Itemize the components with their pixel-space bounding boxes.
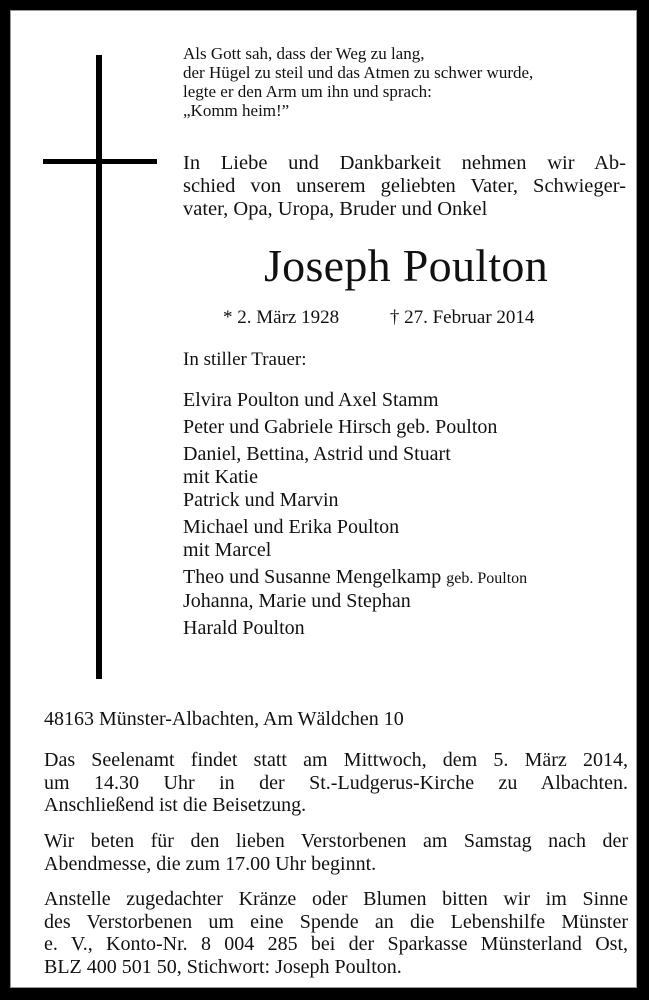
paragraph-line: Wir beten für den lieben Verstorbenen am Samstag nach der: [44, 830, 628, 852]
mourners-list: [183, 389, 527, 644]
paragraph-line: Anschließend ist die Beisetzung.: [44, 794, 307, 816]
intro-line: schied von unserem geliebten Vater, Schwieger-: [183, 175, 626, 197]
paragraph-line: e. V., Konto-Nr. 8 004 285 bei der Sparkasse Münsterland Ost,: [44, 933, 628, 955]
mourner-group: [183, 416, 527, 439]
intro-line: In Liebe und Dankbarkeit nehmen wir Ab-: [183, 152, 626, 174]
family-address: 48163 Münster-Albachten, Am Wäldchen 10: [44, 708, 404, 730]
mourner-line: Patrick und Marvin: [183, 489, 339, 511]
obituary-notice: [10, 10, 637, 988]
mourner-line: Daniel, Bettina, Astrid und Stuart: [183, 443, 451, 465]
mourner-line: Harald Poulton: [183, 617, 305, 639]
mourner-line: Peter und Gabriele Hirsch geb. Poulton: [183, 416, 498, 438]
mourner-group: [183, 516, 527, 562]
intro-line: vater, Opa, Uropa, Bruder und Onkel: [183, 198, 488, 220]
death-date: † 27. Februar 2014: [389, 307, 535, 328]
mourner-line: mit Katie: [183, 466, 258, 488]
cross-vertical-beam: [96, 55, 102, 679]
cross-horizontal-beam: [43, 159, 157, 164]
poem-line: der Hügel zu steil und das Atmen zu schwer wurde,: [183, 63, 534, 82]
mourner-group: [183, 389, 527, 412]
prayer-paragraph: [44, 830, 628, 875]
paragraph-line: Abendmesse, die zum 17.00 Uhr beginnt.: [44, 852, 377, 875]
mourner-line: Johanna, Marie und Stephan: [183, 590, 411, 612]
donation-paragraph: [44, 888, 628, 978]
poem-line: legte er den Arm um ihn und sprach:: [183, 82, 432, 101]
mourner-line: mit Marcel: [183, 539, 272, 561]
paragraph-line: Das Seelenamt findet statt am Mittwoch, dem 5. März 2014,: [44, 749, 628, 771]
paragraph-line: Anstelle zugedachter Kränze oder Blumen bitten wir im Sinne: [44, 888, 628, 910]
mourning-label: In stiller Trauer:: [183, 349, 307, 370]
mourner-group: [183, 443, 527, 512]
deceased-name: Joseph Poulton: [263, 240, 549, 291]
mourner-group: [183, 617, 527, 640]
mourner-main: Theo und Susanne Mengelkamp: [183, 566, 442, 588]
mourner-line: Elvira Poulton und Axel Stamm: [183, 389, 439, 411]
maiden-name-suffix: geb. Poulton: [446, 570, 528, 587]
paragraph-line: des Verstorbenen um eine Spende an die Lebenshilfe Münster: [44, 910, 628, 933]
poem: [183, 44, 533, 120]
life-dates: [223, 307, 534, 329]
intro-text: [183, 152, 626, 221]
poem-line: Als Gott sah, dass der Weg zu lang,: [183, 44, 425, 63]
mourner-line: [183, 566, 527, 590]
funeral-service-paragraph: [44, 749, 628, 817]
poem-line: „Komm heim!”: [183, 101, 290, 120]
mourner-line: Michael und Erika Poulton: [183, 516, 400, 538]
paragraph-line: BLZ 400 501 50, Stichwort: Joseph Poulton.: [44, 955, 402, 978]
birth-date: * 2. März 1928: [223, 307, 340, 328]
mourner-group: [183, 566, 527, 613]
paragraph-line: um 14.30 Uhr in der St.-Ludgerus-Kirche zu Albachten.: [44, 771, 628, 794]
